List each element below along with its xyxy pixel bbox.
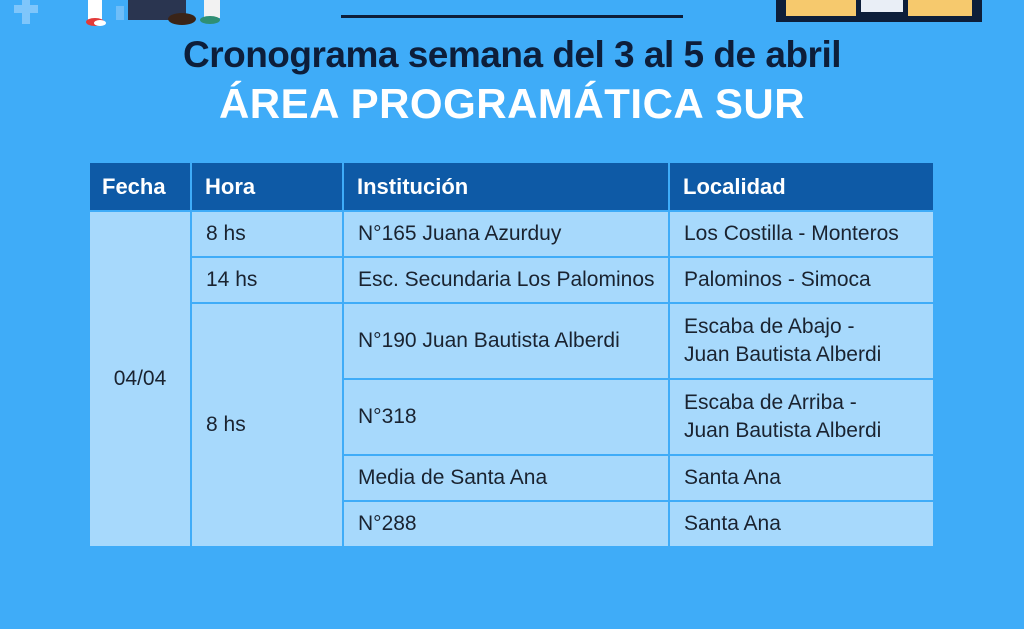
table-row [90,211,933,257]
page-title: Cronograma semana del 3 al 5 de abril [182,34,842,75]
table-header-row [90,163,933,211]
localidad-cell [669,303,933,379]
column-header-fecha: Fecha [90,163,191,211]
localidad-line: Juan Bautista Alberdi [684,343,882,366]
column-header-localidad: Localidad [669,163,933,211]
institucion-cell: N°165 Juana Azurduy [343,211,669,257]
localidad-cell [669,379,933,455]
hora-cell: 14 hs [191,257,343,303]
localidad-line: Juan Bautista Alberdi [684,419,882,442]
building-illustration [776,0,982,22]
institucion-cell: N°190 Juan Bautista Alberdi [343,303,669,379]
divider-line [341,15,683,18]
localidad-cell: Santa Ana [669,501,933,547]
hora-cell: 8 hs [191,211,343,257]
fecha-cell: 04/04 [90,211,191,547]
header-illustration [0,0,1024,30]
localidad-cell: Santa Ana [669,455,933,501]
column-header-institucion: Institución [343,163,669,211]
table-row [90,303,933,379]
page-subtitle: ÁREA PROGRAMÁTICA SUR [218,80,806,127]
institucion-cell: Media de Santa Ana [343,455,669,501]
schedule-table [90,163,933,548]
institucion-cell: Esc. Secundaria Los Palominos [343,257,669,303]
plus-icon [14,0,38,24]
localidad-line: Escaba de Arriba - [684,391,857,414]
table-row [90,257,933,303]
localidad-cell: Palominos - Simoca [669,257,933,303]
institucion-cell: N°318 [343,379,669,455]
institucion-cell: N°288 [343,501,669,547]
hora-cell: 8 hs [191,303,343,547]
localidad-line: Escaba de Abajo - [684,315,855,338]
people-illustration [86,0,220,26]
localidad-cell: Los Costilla - Monteros [669,211,933,257]
column-header-hora: Hora [191,163,343,211]
